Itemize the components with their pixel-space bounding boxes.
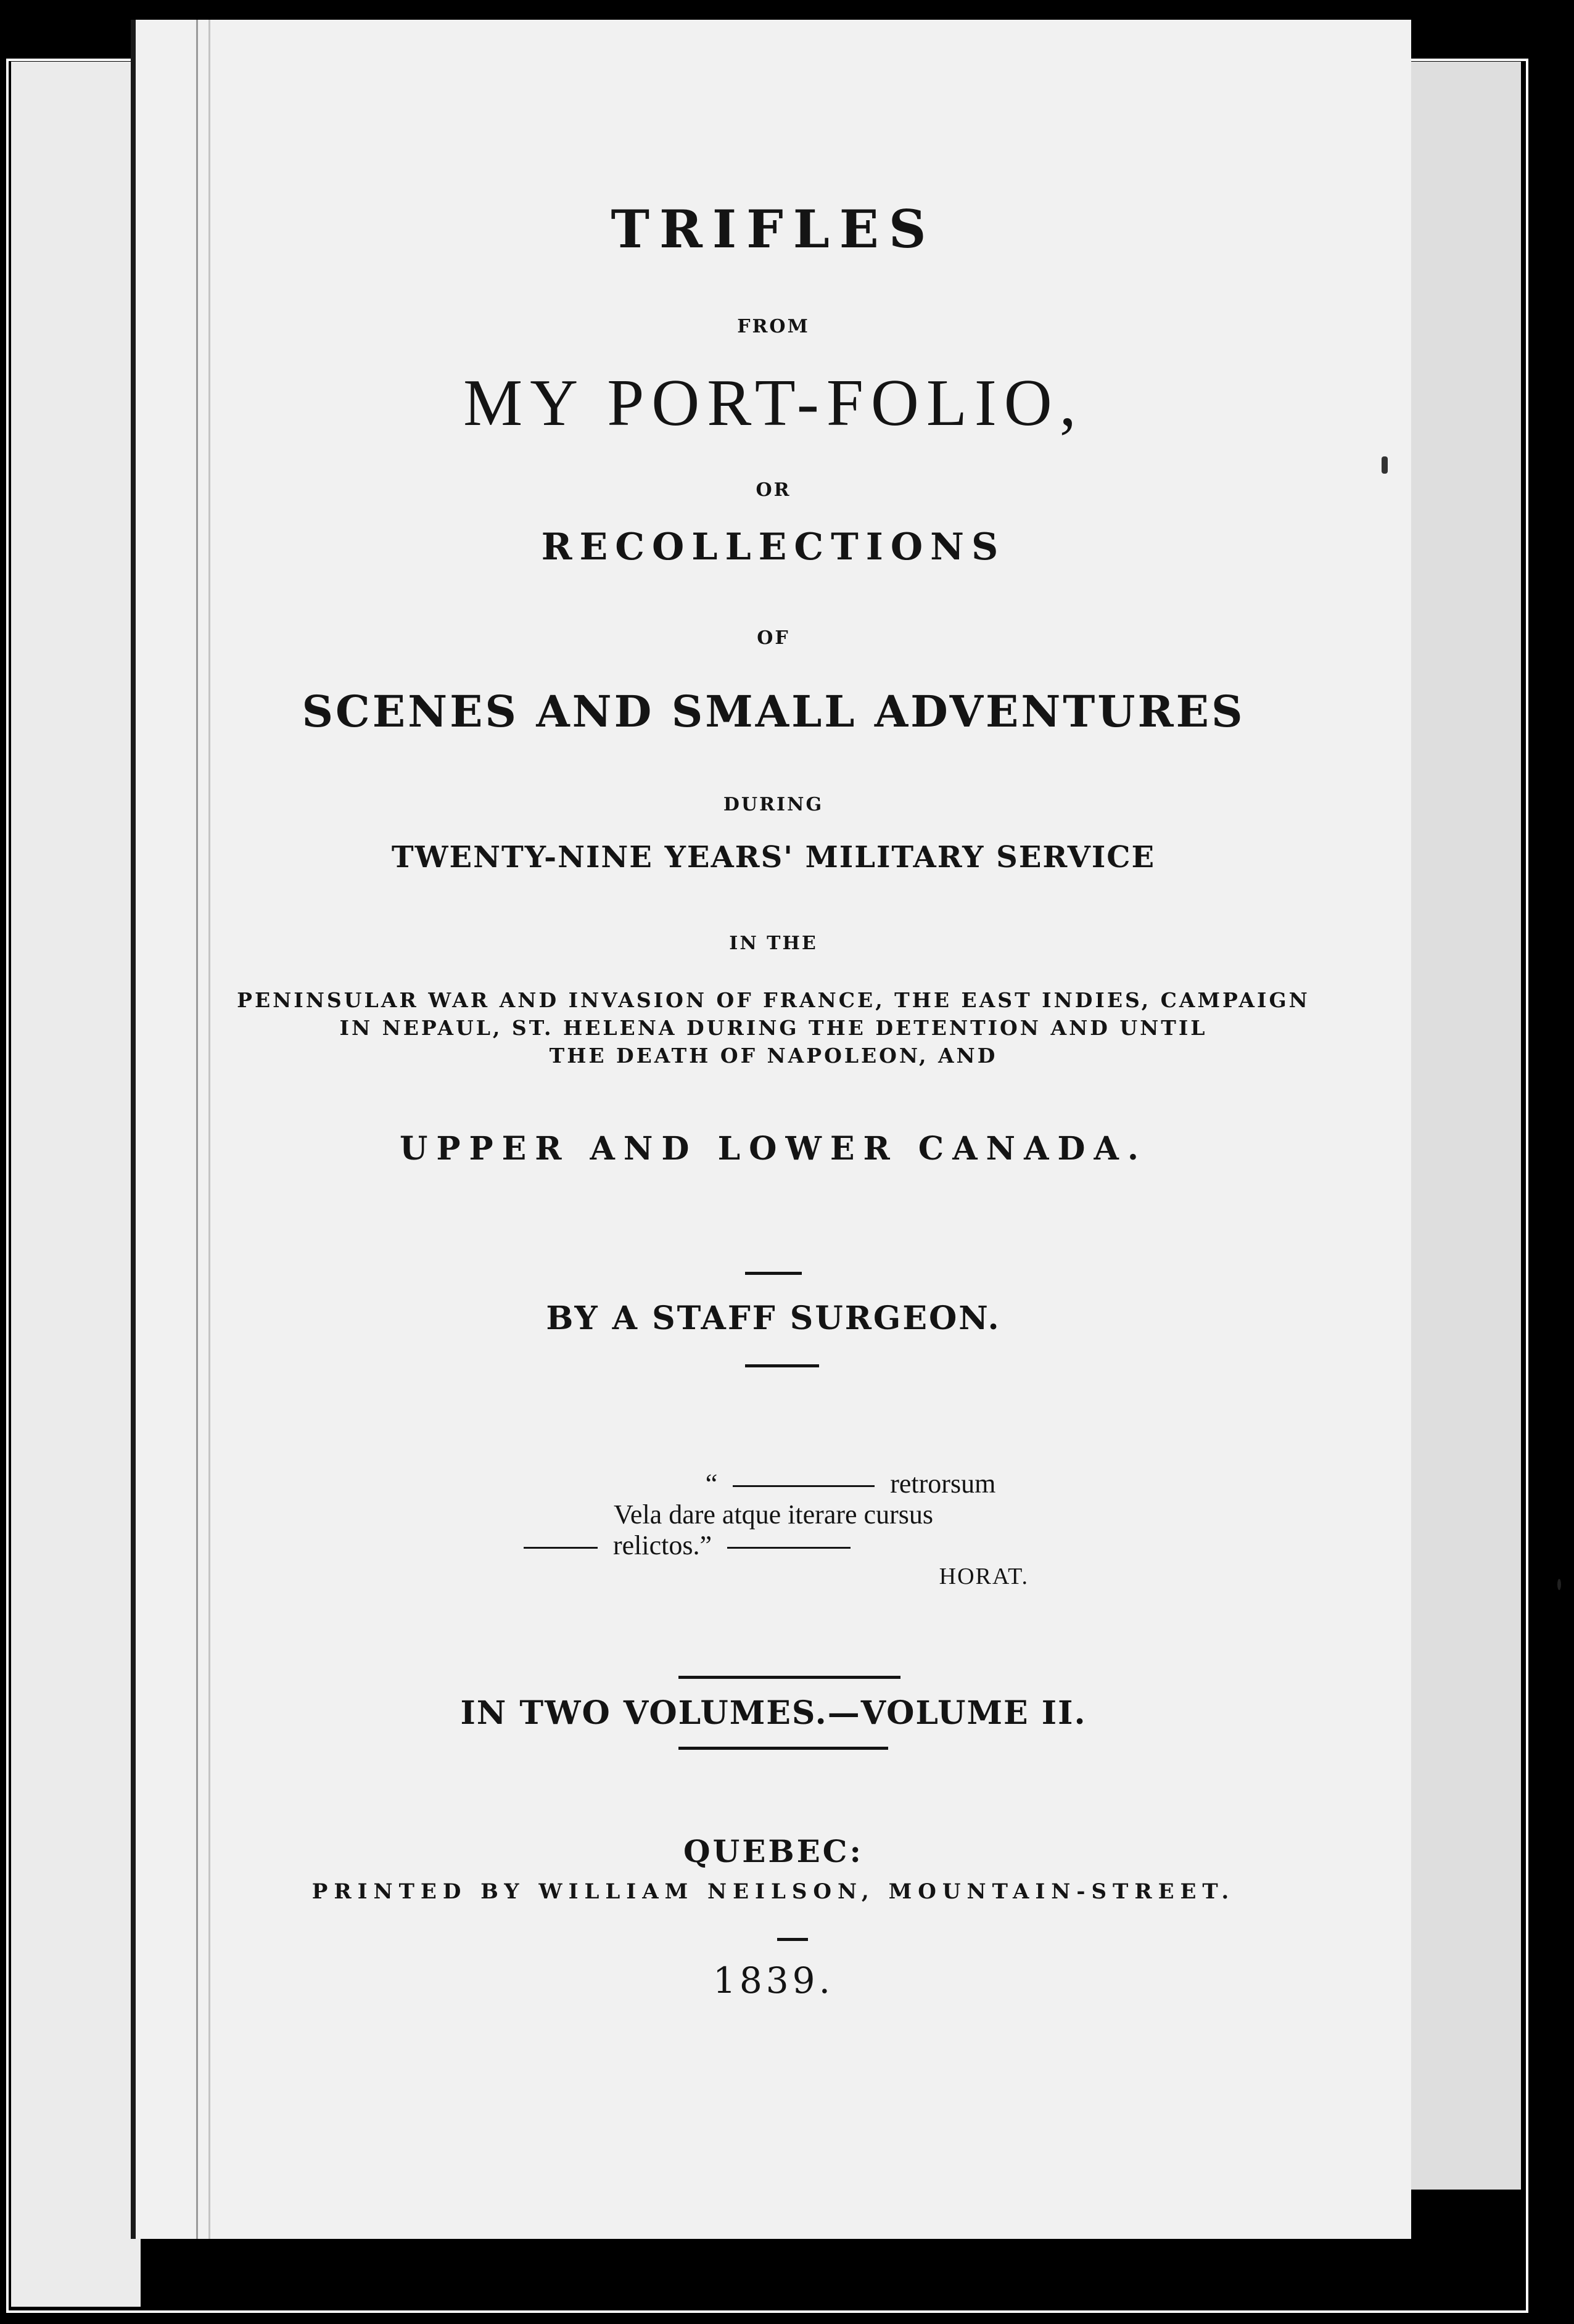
epigraph-dash: [524, 1547, 598, 1549]
author-line: BY A STAFF SURGEON.: [546, 1300, 1001, 1337]
word-from: FROM: [737, 316, 810, 337]
title-page: [131, 20, 1411, 2239]
epigraph-dash: [733, 1485, 875, 1487]
volume-line: IN TWO VOLUMES.—VOLUME II.: [460, 1694, 1087, 1732]
paper-mark: [1382, 456, 1388, 474]
next-page-edge: [1400, 62, 1521, 2190]
decorative-rule: [745, 1272, 802, 1275]
previous-page-edge: [11, 62, 141, 2307]
decorative-rule: [777, 1938, 808, 1941]
book-title-portfolio: MY PORT-FOLIO,: [463, 366, 1084, 440]
epigraph-attribution: HORAT.: [939, 1564, 1029, 1589]
detail-line: IN NEPAUL, ST. HELENA DURING THE DETENTION AND UNTIL: [339, 1016, 1208, 1040]
imprint-city: QUEBEC:: [683, 1833, 863, 1869]
decorative-rule: [678, 1747, 888, 1750]
imprint-year: 1839.: [712, 1959, 834, 2001]
subtitle-recollections: RECOLLECTIONS: [541, 525, 1006, 569]
epigraph-line: [136, 1469, 1411, 1499]
words-in-the: IN THE: [729, 933, 818, 954]
epigraph-text: relictos.”: [612, 1530, 712, 1560]
word-during: DURING: [723, 794, 824, 815]
word-or: OR: [756, 479, 791, 501]
paper-mark: [1557, 1579, 1561, 1590]
epigraph-line: [136, 1531, 1411, 1560]
detail-line: THE DEATH OF NAPOLEON, AND: [549, 1044, 998, 1068]
word-of: OF: [757, 627, 790, 649]
detail-line: PENINSULAR WAR AND INVASION OF FRANCE, THE EAST INDIES, CAMPAIGN: [237, 988, 1310, 1012]
subtitle-scenes: SCENES AND SMALL ADVENTURES: [302, 686, 1245, 737]
book-title-trifles: TRIFLES: [611, 199, 936, 260]
decorative-rule: [745, 1364, 819, 1367]
opening-quote: “: [705, 1469, 718, 1499]
title-page-content: [136, 20, 1411, 2239]
subtitle-canada: UPPER AND LOWER CANADA.: [400, 1130, 1147, 1168]
epigraph-dash: [727, 1547, 851, 1549]
epigraph-text: retrorsum: [890, 1469, 996, 1499]
subtitle-service: TWENTY-NINE YEARS' MILITARY SERVICE: [391, 840, 1156, 875]
decorative-rule: [678, 1676, 900, 1679]
epigraph-line: Vela dare atque iterare cursus: [614, 1499, 933, 1530]
imprint-printer: PRINTED BY WILLIAM NEILSON, MOUNTAIN-STREET.: [311, 1879, 1235, 1904]
